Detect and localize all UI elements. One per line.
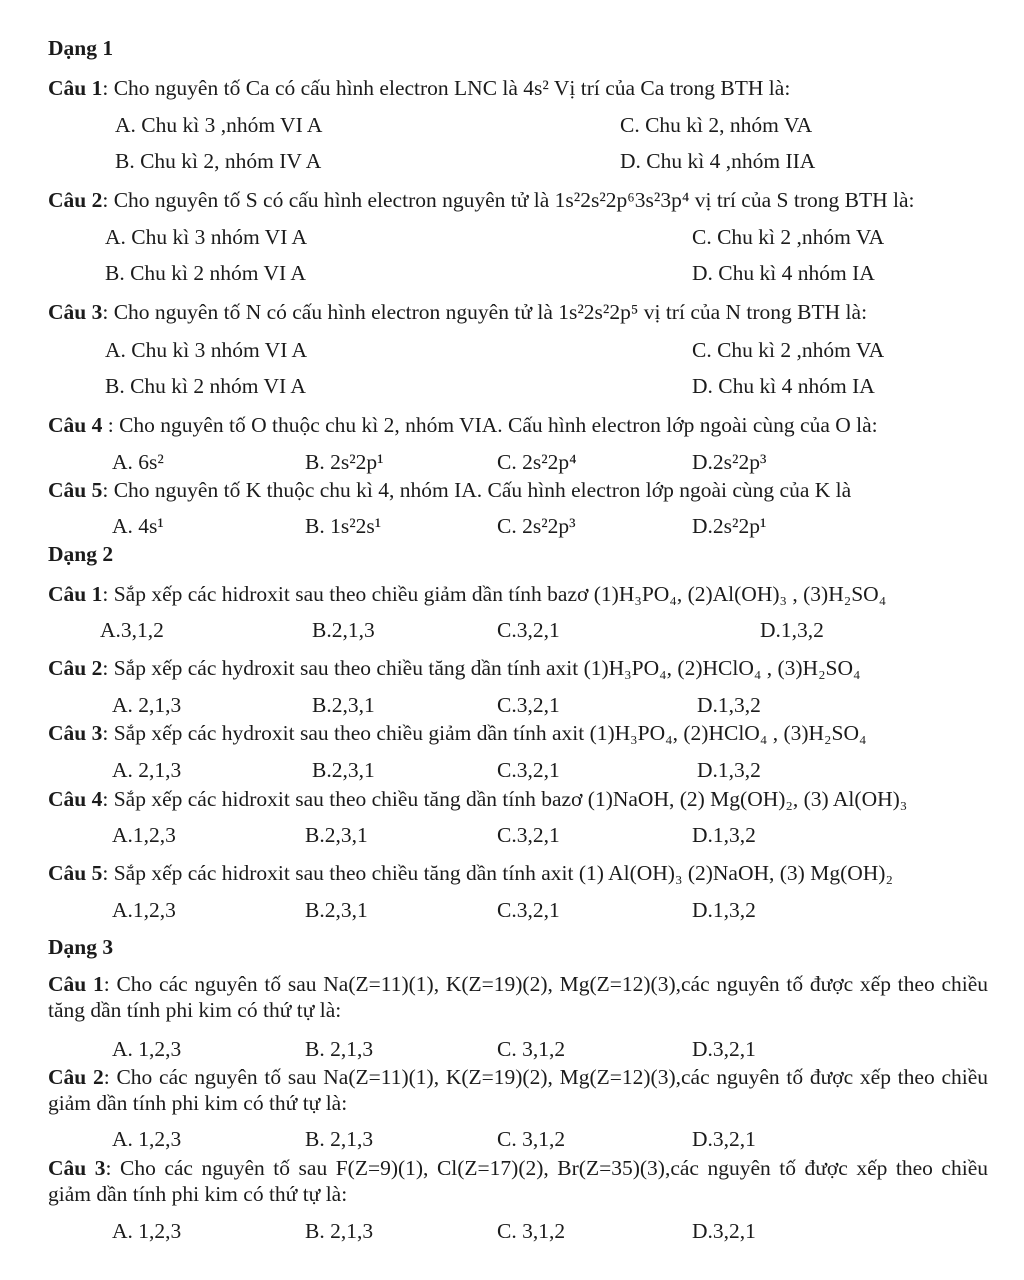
answer-option: D. Chu kì 4 nhóm IA xyxy=(692,261,875,285)
answer-option: A. 2,1,3 xyxy=(112,758,182,782)
answer-option: C. 2s²2p⁴ xyxy=(497,450,577,474)
section-title: Dạng 2 xyxy=(48,542,114,566)
question-text: Câu 4: Sắp xếp các hidroxit sau theo chiều tăng dần tính bazơ (1)NaOH, (2) Mg(OH)₂, (3) Al(OH)₃ xyxy=(48,787,908,811)
answer-option: B. 2s²2p¹ xyxy=(305,450,384,474)
answer-option: D.1,3,2 xyxy=(697,758,761,782)
question-label: Câu 3 xyxy=(48,721,103,745)
answer-option: A. 1,2,3 xyxy=(112,1037,182,1061)
question-label: Câu 2 xyxy=(48,188,103,212)
answer-option: D.1,3,2 xyxy=(692,823,756,847)
answer-option: A. 4s¹ xyxy=(112,514,164,538)
answer-option: D.2s²2p¹ xyxy=(692,514,767,538)
answer-option: D.1,3,2 xyxy=(697,693,761,717)
answer-option: D.1,3,2 xyxy=(760,618,824,642)
question-label: Câu 4 xyxy=(48,787,103,811)
answer-option: B. 2,1,3 xyxy=(305,1127,374,1151)
answer-option: A. 1,2,3 xyxy=(112,1219,182,1243)
answer-option: B.2,3,1 xyxy=(312,758,375,782)
answer-option: C. Chu kì 2 ,nhóm VA xyxy=(692,338,885,362)
answer-option: A.1,2,3 xyxy=(112,823,176,847)
question-text: Câu 1: Cho các nguyên tố sau Na(Z=11)(1), K(Z=19)(2), Mg(Z=12)(3),các nguyên tố được xếp theo chiều tăng dần tính phi kim có thứ tự là: xyxy=(48,972,988,1022)
answer-option: C.3,2,1 xyxy=(497,693,560,717)
answer-option: C. 2s²2p³ xyxy=(497,514,576,538)
question-text: Câu 1: Sắp xếp các hidroxit sau theo chiều giảm dần tính bazơ (1)H₃PO₄, (2)Al(OH)₃ , (3)H₂SO₄ xyxy=(48,582,887,606)
answer-option: D. Chu kì 4 ,nhóm IIA xyxy=(620,149,816,173)
answer-option: A. Chu kì 3 ,nhóm VI A xyxy=(115,113,323,137)
question-text: Câu 3: Cho nguyên tố N có cấu hình electron nguyên tử là 1s²2s²2p⁵ vị trí của N trong BTH là: xyxy=(48,300,868,324)
answer-option: D.3,2,1 xyxy=(692,1219,756,1243)
answer-option: B.2,3,1 xyxy=(305,823,368,847)
answer-option: B. Chu kì 2, nhóm IV A xyxy=(115,149,322,173)
answer-option: D.2s²2p³ xyxy=(692,450,767,474)
answer-option: C. Chu kì 2, nhóm VA xyxy=(620,113,813,137)
answer-option: B. Chu kì 2 nhóm VI A xyxy=(105,374,306,398)
answer-option: D. Chu kì 4 nhóm IA xyxy=(692,374,875,398)
answer-option: B.2,3,1 xyxy=(312,693,375,717)
answer-option: C.3,2,1 xyxy=(497,898,560,922)
answer-option: D.1,3,2 xyxy=(692,898,756,922)
question-label: Câu 3 xyxy=(48,300,103,324)
answer-option: C.3,2,1 xyxy=(497,618,560,642)
question-text: Câu 2: Cho các nguyên tố sau Na(Z=11)(1), K(Z=19)(2), Mg(Z=12)(3),các nguyên tố được xếp theo chiều giảm dần tính phi kim có thứ tự là: xyxy=(48,1065,988,1115)
question-text: Câu 4 : Cho nguyên tố O thuộc chu kì 2, nhóm VIA. Cấu hình electron lớp ngoài cùng của O là: xyxy=(48,413,878,437)
answer-option: C. Chu kì 2 ,nhóm VA xyxy=(692,225,885,249)
answer-option: C. 3,1,2 xyxy=(497,1037,566,1061)
answer-option: C.3,2,1 xyxy=(497,758,560,782)
answer-option: D.3,2,1 xyxy=(692,1037,756,1061)
question-text: Câu 1: Cho nguyên tố Ca có cấu hình electron LNC là 4s² Vị trí của Ca trong BTH là: xyxy=(48,76,791,100)
answer-option: A. Chu kì 3 nhóm VI A xyxy=(105,225,308,249)
question-label: Câu 2 xyxy=(48,656,103,680)
question-label: Câu 1 xyxy=(48,76,103,100)
answer-option: A. 2,1,3 xyxy=(112,693,182,717)
question-text: Câu 5: Sắp xếp các hidroxit sau theo chiều tăng dần tính axit (1) Al(OH)₃ (2)NaOH, (3) Mg(OH)₂ xyxy=(48,861,893,885)
answer-option: A.3,1,2 xyxy=(100,618,164,642)
question-label: Câu 5 xyxy=(48,478,103,502)
answer-option: A. 1,2,3 xyxy=(112,1127,182,1151)
answer-option: B.2,3,1 xyxy=(305,898,368,922)
answer-option: A.1,2,3 xyxy=(112,898,176,922)
answer-option: D.3,2,1 xyxy=(692,1127,756,1151)
question-label: Câu 2 xyxy=(48,1065,104,1089)
answer-option: A. Chu kì 3 nhóm VI A xyxy=(105,338,308,362)
section-title: Dạng 1 xyxy=(48,36,114,60)
answer-option: A. 6s² xyxy=(112,450,164,474)
question-label: Câu 1 xyxy=(48,972,104,996)
question-label: Câu 1 xyxy=(48,582,103,606)
answer-option: C.3,2,1 xyxy=(497,823,560,847)
answer-option: C. 3,1,2 xyxy=(497,1127,566,1151)
answer-option: B.2,1,3 xyxy=(312,618,375,642)
answer-option: B. 2,1,3 xyxy=(305,1037,374,1061)
question-text: Câu 2: Sắp xếp các hydroxit sau theo chiều tăng dần tính axit (1)H₃PO₄, (2)HClO₄ , (3)H₂SO₄ xyxy=(48,656,861,680)
question-text: Câu 2: Cho nguyên tố S có cấu hình electron nguyên tử là 1s²2s²2p⁶3s²3p⁴ vị trí của S trong BTH là: xyxy=(48,188,915,212)
answer-option: B. 1s²2s¹ xyxy=(305,514,382,538)
section-title: Dạng 3 xyxy=(48,935,114,959)
question-label: Câu 3 xyxy=(48,1156,106,1180)
question-label: Câu 4 xyxy=(48,413,103,437)
question-label: Câu 5 xyxy=(48,861,103,885)
question-text: Câu 5: Cho nguyên tố K thuộc chu kì 4, nhóm IA. Cấu hình electron lớp ngoài cùng của K là xyxy=(48,478,852,502)
answer-option: C. 3,1,2 xyxy=(497,1219,566,1243)
answer-option: B. Chu kì 2 nhóm VI A xyxy=(105,261,306,285)
answer-option: B. 2,1,3 xyxy=(305,1219,374,1243)
question-text: Câu 3: Sắp xếp các hydroxit sau theo chiều giảm dần tính axit (1)H₃PO₄, (2)HClO₄ , (3)H₂SO₄ xyxy=(48,721,867,745)
question-text: Câu 3: Cho các nguyên tố sau F(Z=9)(1), Cl(Z=17)(2), Br(Z=35)(3),các nguyên tố được xếp theo chiều giảm dần tính phi kim có thứ tự là: xyxy=(48,1156,988,1206)
